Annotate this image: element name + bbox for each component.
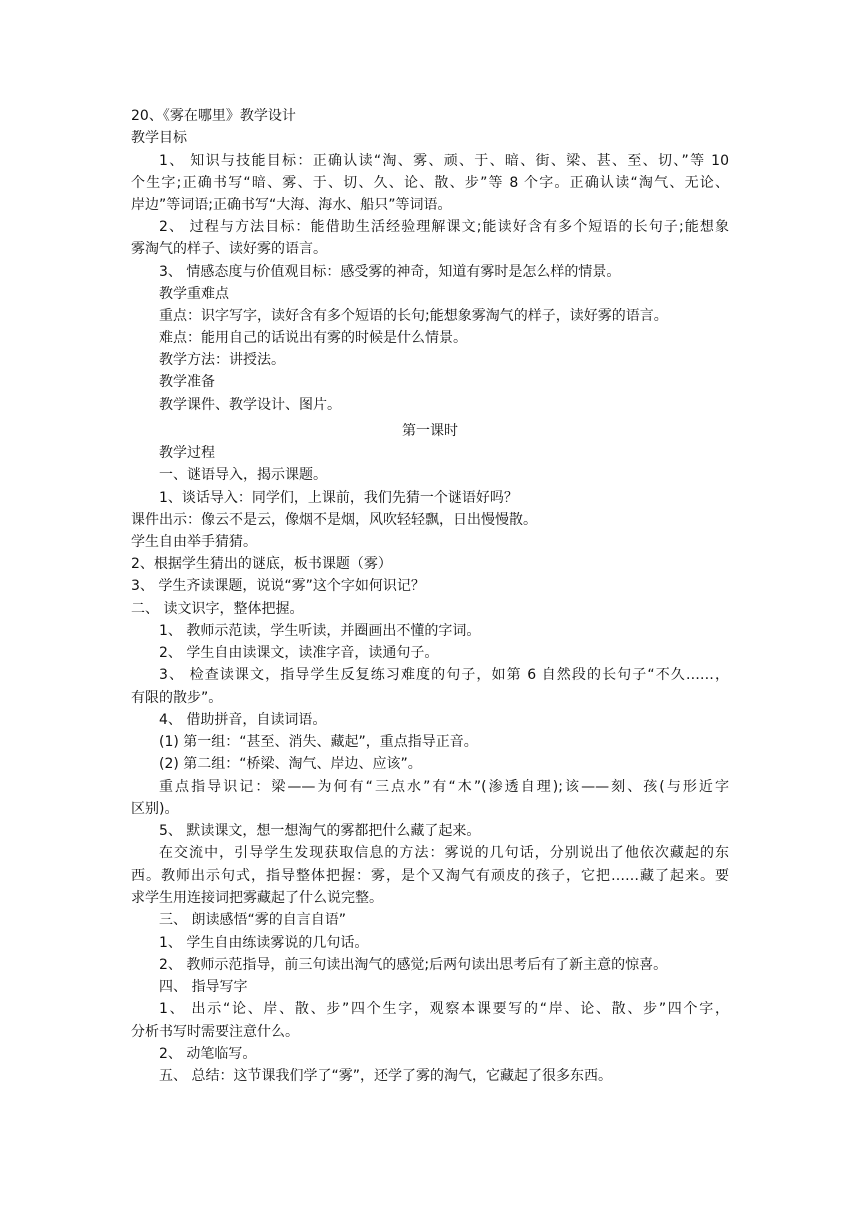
paragraph-line: 2、 过程与方法目标：能借助生活经验理解课文;能读好含有多个短语的长句子;能想象 bbox=[159, 219, 729, 235]
paragraph-line: (2) 第二组：“桥梁、淘气、岸边、应该”。 bbox=[159, 756, 422, 772]
paragraph-line: 2、根据学生猜出的谜底，板书课题（雾） bbox=[131, 556, 392, 572]
paragraph-line: 1、 学生自由练读雾说的几句话。 bbox=[159, 935, 369, 951]
section-heading: 二、 读文识字，整体把握。 bbox=[131, 601, 304, 617]
paragraph-line: 岸边”等词语;正确书写“大海、海水、船只”等词语。 bbox=[131, 197, 452, 213]
paragraph-line: 分析书写时需要注意什么。 bbox=[131, 1024, 299, 1040]
paragraph-line: 西。教师出示句式，指导整体把握：雾，是个又淘气有顽皮的孩子，它把……藏了起来。要 bbox=[131, 868, 729, 884]
paragraph-line: 学生自由举手猜猜。 bbox=[131, 534, 257, 550]
paragraph-line: 一、谜语导入，揭示课题。 bbox=[159, 467, 327, 483]
paragraph-line: 在交流中，引导学生发现获取信息的方法：雾说的几句话，分别说出了他依次藏起的东 bbox=[159, 845, 729, 861]
paragraph-line: 难点：能用自己的话说出有雾的时候是什么情景。 bbox=[159, 330, 467, 346]
document-title: 20、《雾在哪里》教学设计 bbox=[131, 108, 296, 124]
paragraph-line: 区别)。 bbox=[131, 801, 179, 817]
section-heading: 教学重难点 bbox=[159, 286, 229, 302]
paragraph-line: 1、 知识与技能目标：正确认读“淘、雾、顽、于、暗、街、梁、甚、至、切、”等 10 bbox=[159, 153, 729, 169]
paragraph-line: 教学方法：讲授法。 bbox=[159, 352, 285, 368]
paragraph-line: 教学课件、教学设计、图片。 bbox=[159, 397, 341, 413]
paragraph-line: 4、 借助拼音，自读词语。 bbox=[159, 712, 327, 728]
paragraph-line: (1) 第一组：“甚至、消失、藏起”，重点指导正音。 bbox=[159, 734, 478, 750]
paragraph-line: 2、 教师示范指导，前三句读出淘气的感觉;后两句读出思考后有了新主意的惊喜。 bbox=[159, 957, 668, 973]
paragraph-line: 重点：识字写字，读好含有多个短语的长句;能想象雾淘气的样子，读好雾的语言。 bbox=[159, 308, 668, 324]
paragraph-line: 2、 学生自由读课文，读准字音，读通句子。 bbox=[159, 645, 439, 661]
paragraph-line: 1、 出示“论、岸、散、步”四个生字，观察本课要写的“岸、论、散、步”四个字， bbox=[159, 1001, 729, 1017]
section-heading: 教学准备 bbox=[159, 374, 215, 390]
paragraph-line: 有限的散步”。 bbox=[131, 690, 223, 706]
section-heading: 四、 指导写字 bbox=[159, 979, 248, 995]
lesson-heading: 第一课时 bbox=[402, 423, 458, 439]
paragraph-line: 3、 学生齐读课题，说说“雾”这个字如何识记？ bbox=[131, 578, 425, 594]
paragraph-line: 重点指导识记：梁——为何有“三点水”有“木”(渗透自理);该——刻、孩(与形近字 bbox=[159, 779, 729, 795]
section-heading: 教学过程 bbox=[159, 445, 215, 461]
paragraph-line: 求学生用连接词把雾藏起了什么说完整。 bbox=[131, 890, 383, 906]
paragraph-line: 雾淘气的样子、读好雾的语言。 bbox=[131, 241, 327, 257]
paragraph-line: 1、 教师示范读，学生听读，并圈画出不懂的字词。 bbox=[159, 623, 481, 639]
paragraph-line: 个生字;正确书写“暗、雾、于、切、久、论、散、步”等 8 个字。正确认读“淘气、无论、 bbox=[131, 175, 729, 191]
paragraph-line: 5、 默读课文，想一想淘气的雾都把什么藏了起来。 bbox=[159, 823, 481, 839]
section-heading: 教学目标 bbox=[131, 130, 187, 146]
paragraph-line: 课件出示：像云不是云，像烟不是烟，风吹轻轻飘，日出慢慢散。 bbox=[131, 512, 537, 528]
section-heading: 三、 朗读感悟“雾的自言自语” bbox=[159, 912, 346, 928]
paragraph-line: 3、 检查读课文，指导学生反复练习难度的句子，如第 6 自然段的长句子“不久……， bbox=[159, 667, 729, 683]
paragraph-line: 1、谈话导入：同学们，上课前，我们先猜一个谜语好吗？ bbox=[159, 490, 518, 506]
paragraph-line: 2、 动笔临写。 bbox=[159, 1046, 257, 1062]
paragraph-line: 五、 总结：这节课我们学了“雾”，还学了雾的淘气，它藏起了很多东西。 bbox=[159, 1068, 612, 1084]
paragraph-line: 3、 情感态度与价值观目标：感受雾的神奇，知道有雾时是怎么样的情景。 bbox=[159, 264, 621, 280]
